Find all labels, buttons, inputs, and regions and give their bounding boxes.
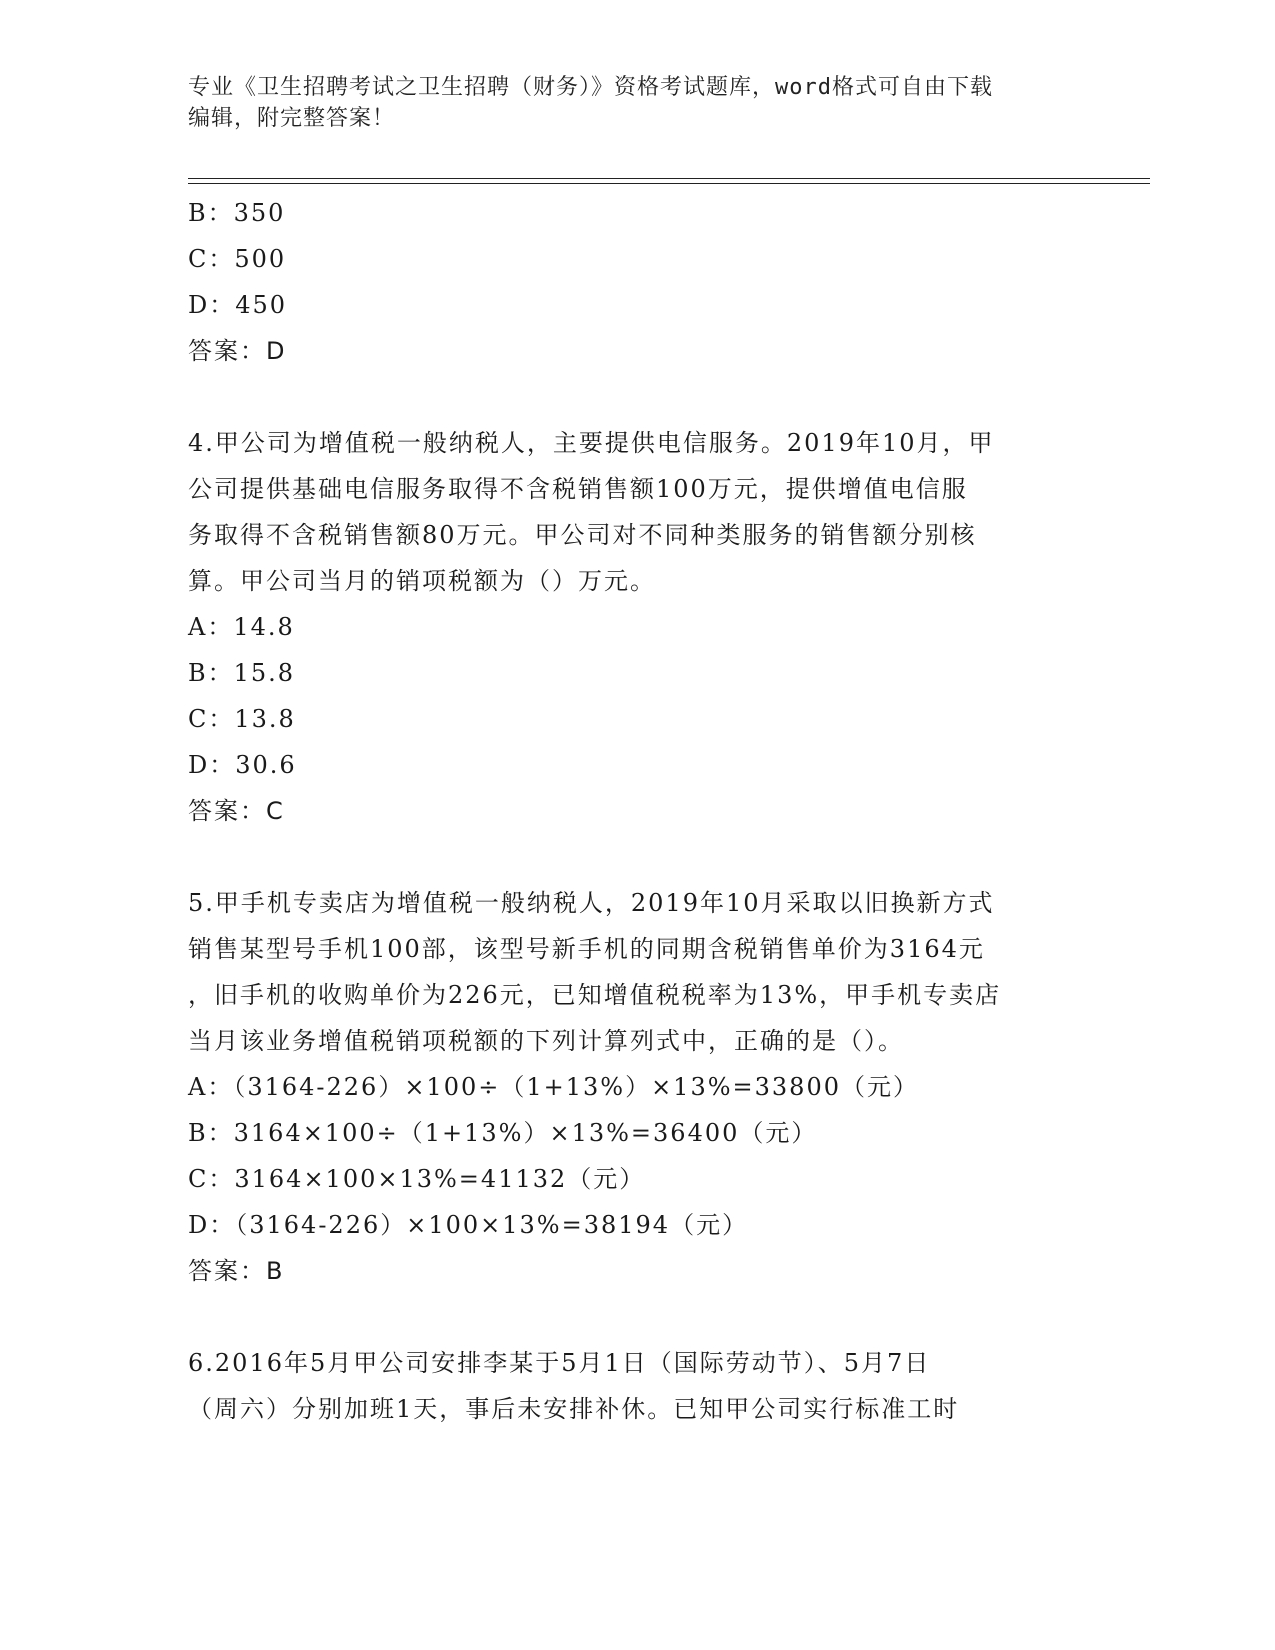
- q6-stem-line-1: 6.2016年5月甲公司安排李某于5月1日（国际劳动节）、5月7日: [188, 1349, 931, 1377]
- q5-option-b: B：3164×100÷（1+13%）×13%=36400（元）: [188, 1119, 818, 1147]
- q4-option-b: B：15.8: [188, 659, 296, 687]
- q4-option-c: C：13.8: [188, 705, 296, 733]
- q5-stem-line-3: ，旧手机的收购单价为226元，已知增值税税率为13%，甲手机专卖店: [188, 981, 1002, 1009]
- q5-stem-line-1: 5.甲手机专卖店为增值税一般纳税人，2019年10月采取以旧换新方式: [188, 889, 995, 917]
- spacer: [188, 374, 1088, 420]
- header-line-2: 编辑，附完整答案！: [188, 106, 396, 131]
- q3-option-b: B：350: [188, 199, 286, 227]
- header-divider-bottom: [188, 183, 1150, 184]
- q4-stem-line-4: 算。甲公司当月的销项税额为（）万元。: [188, 567, 656, 595]
- question-content: [188, 190, 1088, 1432]
- q5-stem-line-4: 当月该业务增值税销项税额的下列计算列式中，正确的是（）。: [188, 1027, 904, 1055]
- q3-answer: 答案：D: [188, 337, 287, 365]
- q3-option-d: D：450: [188, 291, 288, 319]
- q5-option-d: D：（3164-226）×100×13%=38194（元）: [188, 1211, 749, 1239]
- q4-option-a: A：14.8: [188, 613, 295, 641]
- header-line-1: 专业《卫生招聘考试之卫生招聘（财务）》资格考试题库，word格式可自由下载: [188, 75, 993, 100]
- q5-option-a: A：（3164-226）×100÷（1+13%）×13%=33800（元）: [188, 1073, 919, 1101]
- q4-stem-line-2: 公司提供基础电信服务取得不含税销售额100万元，提供增值电信服: [188, 475, 968, 503]
- q4-answer: 答案：C: [188, 797, 285, 825]
- q6-stem-line-2: （周六）分别加班1天，事后未安排补休。已知甲公司实行标准工时: [188, 1395, 960, 1423]
- spacer: [188, 1294, 1088, 1340]
- spacer: [188, 834, 1088, 880]
- q4-stem-line-3: 务取得不含税销售额80万元。甲公司对不同种类服务的销售额分别核: [188, 521, 977, 549]
- q5-answer: 答案：B: [188, 1257, 285, 1285]
- q5-stem-line-2: 销售某型号手机100部，该型号新手机的同期含税销售单价为3164元: [188, 935, 985, 963]
- q4-stem-line-1: 4.甲公司为增值税一般纳税人，主要提供电信服务。2019年10月，甲: [188, 429, 995, 457]
- q5-option-c: C：3164×100×13%=41132（元）: [188, 1165, 646, 1193]
- q4-option-d: D：30.6: [188, 751, 297, 779]
- document-header: [188, 72, 1088, 134]
- header-divider-top: [188, 178, 1150, 179]
- q3-option-c: C：500: [188, 245, 287, 273]
